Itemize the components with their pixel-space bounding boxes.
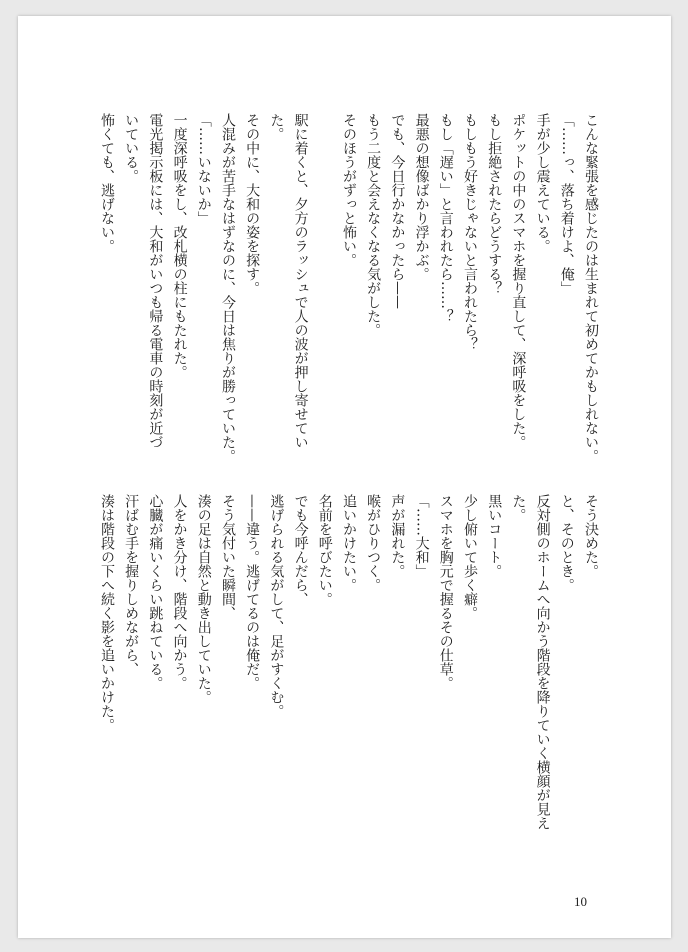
text-line: 追いかけたい。 xyxy=(340,494,357,592)
text-line: 逃げられる気がして、足がすくむ。 xyxy=(268,494,285,718)
text-line: そのほうがずっと怖い。 xyxy=(340,113,357,267)
text-line: 駅に着くと、夕方のラッシュで人の波が押し寄せてい xyxy=(292,113,309,449)
text-line: 心臓が痛いくらい跳ねている。 xyxy=(147,494,164,690)
text-line: 手が少し震えている。 xyxy=(534,113,551,253)
text-line: でも、今日行かなかったら—— xyxy=(389,113,406,309)
text-line: もし拒絶されたらどうする？ xyxy=(486,113,503,295)
text-line: もう二度と会えなくなる気がした。 xyxy=(365,113,382,337)
text-line: その中に、大和の姿を探す。 xyxy=(244,113,261,295)
text-line: 少し俯いて歩く癖。 xyxy=(461,494,478,620)
text-block-bottom xyxy=(95,494,603,914)
text-line: た。 xyxy=(510,494,527,522)
text-line: こんな緊張を感じたのは生まれて初めてかもしれない。 xyxy=(583,113,599,463)
page-number: 10 xyxy=(574,894,587,909)
text-line: 湊は階段の下へ続く影を追いかけた。 xyxy=(98,494,115,732)
text-line: 名前を呼びたい。 xyxy=(316,494,333,606)
text-line: 「……大和」 xyxy=(413,494,430,578)
text-line: 喉がひりつく。 xyxy=(365,494,382,592)
text-line: スマホを胸元で握るその仕草。 xyxy=(437,494,454,690)
text-line: 「……っ、落ち着けよ、俺」 xyxy=(558,113,575,295)
book-page xyxy=(18,16,671,938)
text-line: ポケットの中のスマホを握り直して、深呼吸をした。 xyxy=(510,113,527,449)
text-line: 黒いコート。 xyxy=(486,494,503,578)
text-line: そう気付いた瞬間、 xyxy=(219,494,236,620)
text-line: いている。 xyxy=(123,113,140,183)
text-line: 最悪の想像ばかり浮かぶ。 xyxy=(413,113,430,281)
text-line: もし「遅い」と言われたら……？ xyxy=(437,113,454,323)
text-line: 反対側のホームへ向かう階段を降りていく横顔が見え xyxy=(534,494,551,830)
text-line: そう決めた。 xyxy=(583,494,599,578)
text-line xyxy=(313,113,337,513)
text-line: もしもう好きじゃないと言われたら？ xyxy=(461,113,478,351)
text-line: でも今呼んだら、 xyxy=(292,494,309,606)
text-line: 人をかき分け、階段へ向かう。 xyxy=(171,494,188,690)
text-line: と、そのとき。 xyxy=(558,494,575,592)
text-line: 汗ばむ手を握りしめながら、 xyxy=(123,494,140,676)
text-line: 一度深呼吸をし、改札横の柱にもたれた。 xyxy=(171,113,188,379)
text-line: 声が漏れた。 xyxy=(389,494,406,578)
text-line: 湊の足は自然と動き出していた。 xyxy=(195,494,212,704)
text-line: 人混みが苦手なはずなのに、今日は焦りが勝っていた。 xyxy=(219,113,236,463)
text-line: 怖くても、逃げない。 xyxy=(98,113,115,253)
text-line: た。 xyxy=(268,113,285,141)
text-line: 電光掲示板には、大和がいつも帰る電車の時刻が近づ xyxy=(147,113,164,449)
text-line: 「……いないか」 xyxy=(195,113,212,225)
text-block-top xyxy=(95,113,603,513)
text-line: ——違う。逃げてるのは俺だ。 xyxy=(244,494,261,690)
